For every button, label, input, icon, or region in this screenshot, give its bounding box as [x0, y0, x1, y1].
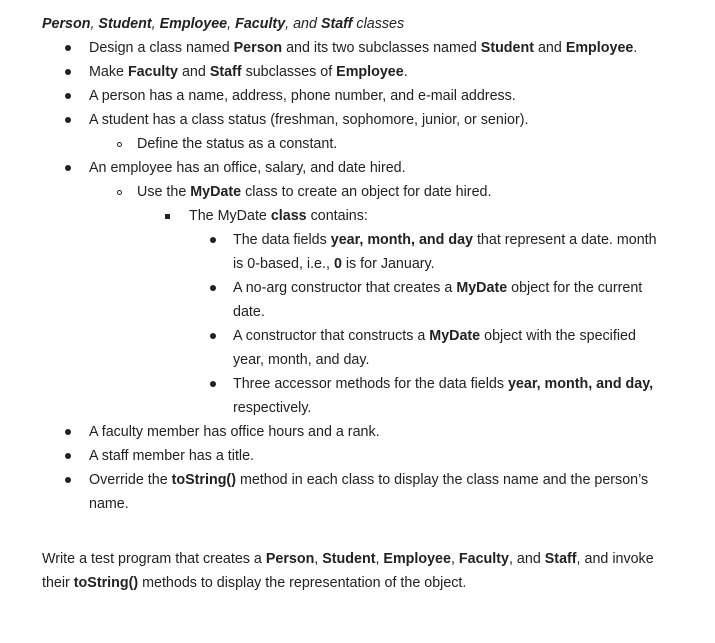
- list-item: A constructor that constructs a MyDate object with the specified: [233, 328, 636, 344]
- closing-paragraph-line-2: their toString() methods to display the representation of the object.: [42, 575, 467, 591]
- bullet-icon: [65, 429, 71, 435]
- circle-bullet-icon: [117, 142, 122, 147]
- bullet-icon: [210, 381, 216, 387]
- list-item-continuation: respectively.: [233, 400, 312, 416]
- list-item: A student has a class status (freshman, sophomore, junior, or senior).: [89, 112, 529, 128]
- list-item: The data fields year, month, and day that represent a date. month: [233, 232, 657, 248]
- list-item: A staff member has a title.: [89, 448, 255, 464]
- bullet-icon: [210, 333, 216, 339]
- bullet-icon: [65, 117, 71, 123]
- section-title: Person, Student, Employee, Faculty, and Staff classes: [42, 16, 405, 32]
- list-item: Define the status as a constant.: [137, 136, 338, 152]
- bullet-icon: [210, 237, 216, 243]
- list-item-continuation: year, month, and day.: [233, 352, 370, 368]
- bullet-icon: [65, 69, 71, 75]
- list-item: A faculty member has office hours and a rank.: [89, 424, 380, 440]
- list-item: A person has a name, address, phone number, and e-mail address.: [89, 88, 516, 104]
- list-item-continuation: date.: [233, 304, 265, 320]
- square-bullet-icon: [165, 214, 170, 219]
- bullet-icon: [65, 93, 71, 99]
- closing-paragraph-line-1: Write a test program that creates a Person, Student, Employee, Faculty, and Staff, and invoke: [42, 551, 654, 567]
- list-item: A no-arg constructor that creates a MyDate object for the current: [233, 280, 643, 296]
- list-item-continuation: name.: [89, 496, 129, 512]
- list-item: Three accessor methods for the data fields year, month, and day,: [233, 376, 654, 392]
- list-item: Make Faculty and Staff subclasses of Employee.: [89, 64, 408, 80]
- bullet-icon: [65, 453, 71, 459]
- bullet-icon: [65, 45, 71, 51]
- bullet-icon: [210, 285, 216, 291]
- circle-bullet-icon: [117, 190, 122, 195]
- list-item-continuation: is 0-based, i.e., 0 is for January.: [233, 256, 435, 272]
- bullet-icon: [65, 165, 71, 171]
- list-item: Design a class named Person and its two subclasses named Student and Employee.: [89, 40, 638, 56]
- list-item: The MyDate class contains:: [189, 208, 368, 224]
- list-item: An employee has an office, salary, and date hired.: [89, 160, 406, 176]
- bullet-icon: [65, 477, 71, 483]
- list-item: Override the toString() method in each class to display the class name and the person’s: [89, 472, 649, 488]
- list-item: Use the MyDate class to create an object for date hired.: [137, 184, 492, 200]
